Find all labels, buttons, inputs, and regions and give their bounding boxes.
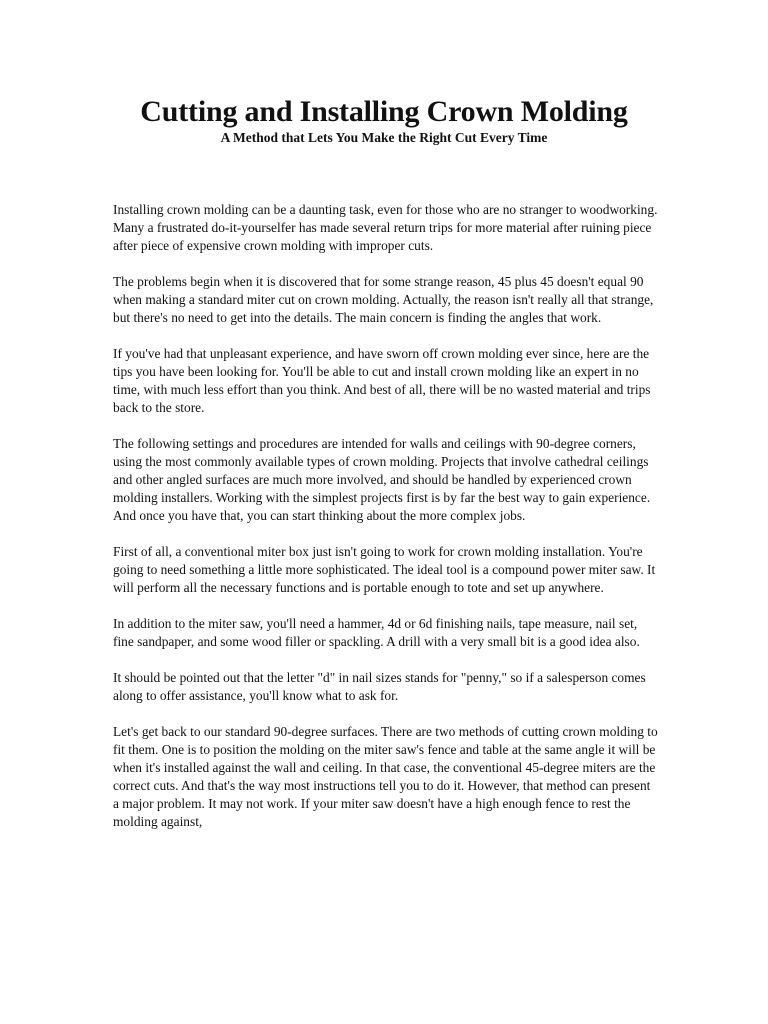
paragraph: It should be pointed out that the letter "d" in nail sizes stands for "penny," so if a salesperson comes along to offer assistance, you'll know what to ask for. bbox=[113, 670, 646, 703]
document-title: Cutting and Installing Crown Molding bbox=[140, 95, 628, 128]
paragraph: Let's get back to our standard 90-degree surfaces. There are two methods of cutting crown molding to fit them. One is to position the molding on the miter saw's fence and table at the same angle it will be when it's installed against the wall and ceiling. In that case, the conventional 45-degree miters are the correct cuts. And that's the way most instructions tell you to do it. However, that method can present a major problem. It may not work. If your miter saw doesn't have a high enough fence to rest the molding against, bbox=[113, 724, 658, 829]
paragraph: First of all, a conventional miter box just isn't going to work for crown molding installation. You're going to need something a little more sophisticated. The ideal tool is a compound power miter saw. It will perform all the necessary functions and is portable enough to tote and set up anywhere. bbox=[113, 544, 656, 595]
paragraph: The following settings and procedures are intended for walls and ceilings with 90-degree corners, using the most commonly available types of crown molding. Projects that involve cathedral ceilings and other angled surfaces are much more involved, and should be handled by experienced crown molding installers. Working with the simplest projects first is by far the best way to gain experience. And once you have that, you can start thinking about the more complex jobs. bbox=[113, 436, 651, 523]
paragraph: Installing crown molding can be a daunting task, even for those who are no stranger to woodworking. Many a frustrated do-it-yourselfer has made several return trips for more material after ruining piece after piece of expensive crown molding with improper cuts. bbox=[113, 202, 658, 253]
document-body bbox=[113, 201, 658, 849]
paragraph: If you've had that unpleasant experience, and have sworn off crown molding ever since, here are the tips you have been looking for. You'll be able to cut and install crown molding like an expert in no time, with much less effort than you think. And best of all, there will be no wasted material and trips back to the store. bbox=[113, 346, 651, 415]
paragraph: In addition to the miter saw, you'll need a hammer, 4d or 6d finishing nails, tape measure, nail set, fine sandpaper, and some wood filler or spackling. A drill with a very small bit is a good idea also. bbox=[113, 616, 640, 649]
document-subtitle: A Method that Lets You Make the Right Cut Every Time bbox=[220, 130, 548, 145]
paragraph: The problems begin when it is discovered that for some strange reason, 45 plus 45 doesn't equal 90 when making a standard miter cut on crown molding. Actually, the reason isn't really all that strange, but there's no need to get into the details. The main concern is finding the angles that work. bbox=[113, 274, 654, 325]
